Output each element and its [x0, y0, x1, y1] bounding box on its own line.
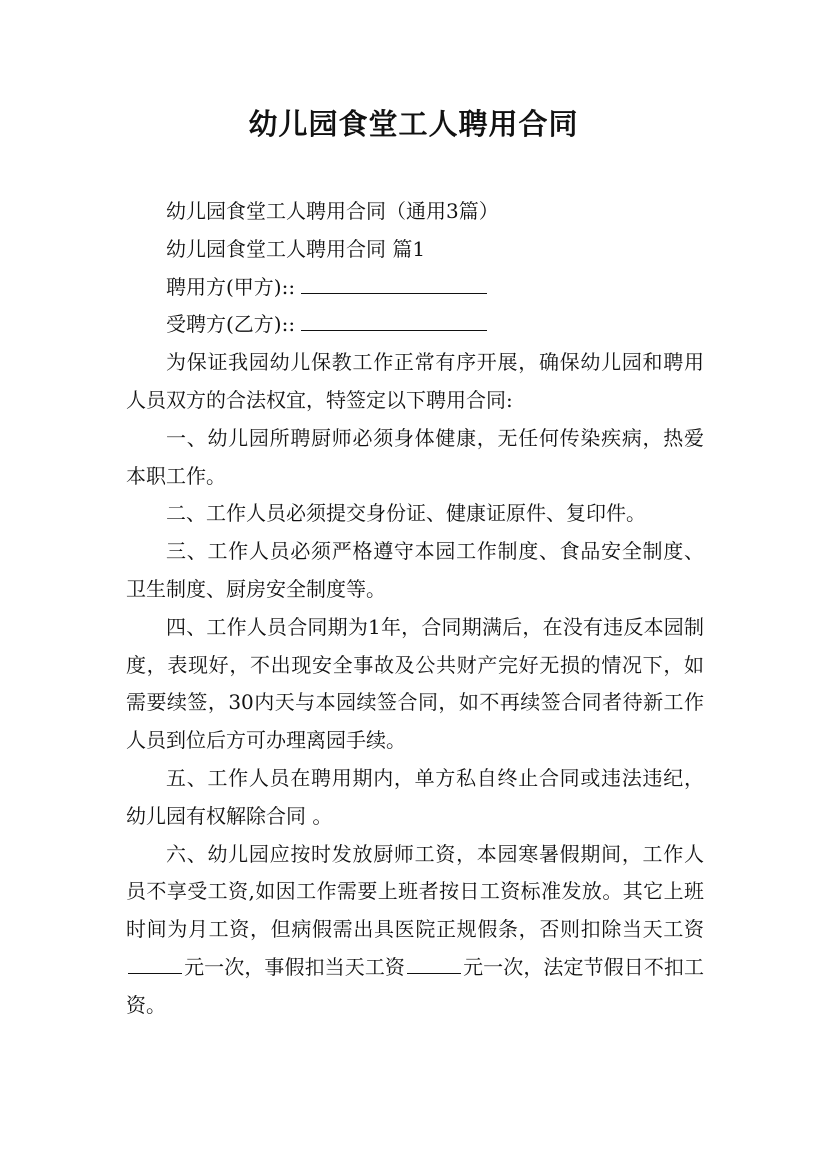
party-a-label: 聘用方(甲方):: [166, 274, 296, 299]
clause-6-text-1: 六、幼儿园应按时发放厨师工资，本园寒暑假期间，工作人员不享受工资,如因工作需要上班者按日工资标准发放。其它上班时间为月工资，但病假需出具医院正规假条，否则扣除当天工资 [126, 841, 704, 942]
clause-4: 四、工作人员合同期为1年，合同期满后，在没有违反本园制度，表现好，不出现安全事故及公共财产完好无损的情况下，如需要续签，30内天与本园续签合同，如不再续签合同者待新工作人员到位后方可办理离园手续。 [126, 614, 704, 753]
party-a-blank [301, 269, 487, 294]
clause-6-text-3: 元一次，法定节假日不扣工资。 [126, 954, 704, 1017]
clause-6-text-2: 元一次，事假扣当天工资 [184, 954, 405, 979]
document-subtitle: 幼儿园食堂工人聘用合同（通用3篇） [166, 199, 499, 223]
party-a-line [126, 269, 704, 307]
intro-paragraph: 为保证我园幼儿保教工作正常有序开展，确保幼儿园和聘用人员双方的合法权宜，特签定以下聘用合同: [126, 350, 704, 412]
document-title: 幼儿园食堂工人聘用合同 [248, 107, 579, 141]
clause-1: 一、幼儿园所聘厨师必须身体健康，无任何传染疾病，热爱本职工作。 [126, 425, 704, 488]
section-heading: 幼儿园食堂工人聘用合同 篇1 [166, 236, 426, 261]
party-b-line [126, 306, 704, 344]
party-b-label: 受聘方(乙方):: [166, 312, 296, 337]
party-b-blank [301, 306, 487, 331]
clause-6 [126, 836, 704, 1025]
clause-3: 三、工作人员必须严格遵守本园工作制度、食品安全制度、卫生制度、厨房安全制度等。 [126, 539, 704, 601]
sick-leave-deduction-blank [128, 949, 182, 974]
clause-5: 五、工作人员在聘用期内，单方私自终止合同或违法违纪，幼儿园有权解除合同 。 [126, 765, 704, 828]
clause-2: 二、工作人员必须提交身份证、健康证原件、复印件。 [166, 501, 646, 526]
document-body [126, 193, 704, 1025]
personal-leave-deduction-blank [407, 949, 461, 974]
